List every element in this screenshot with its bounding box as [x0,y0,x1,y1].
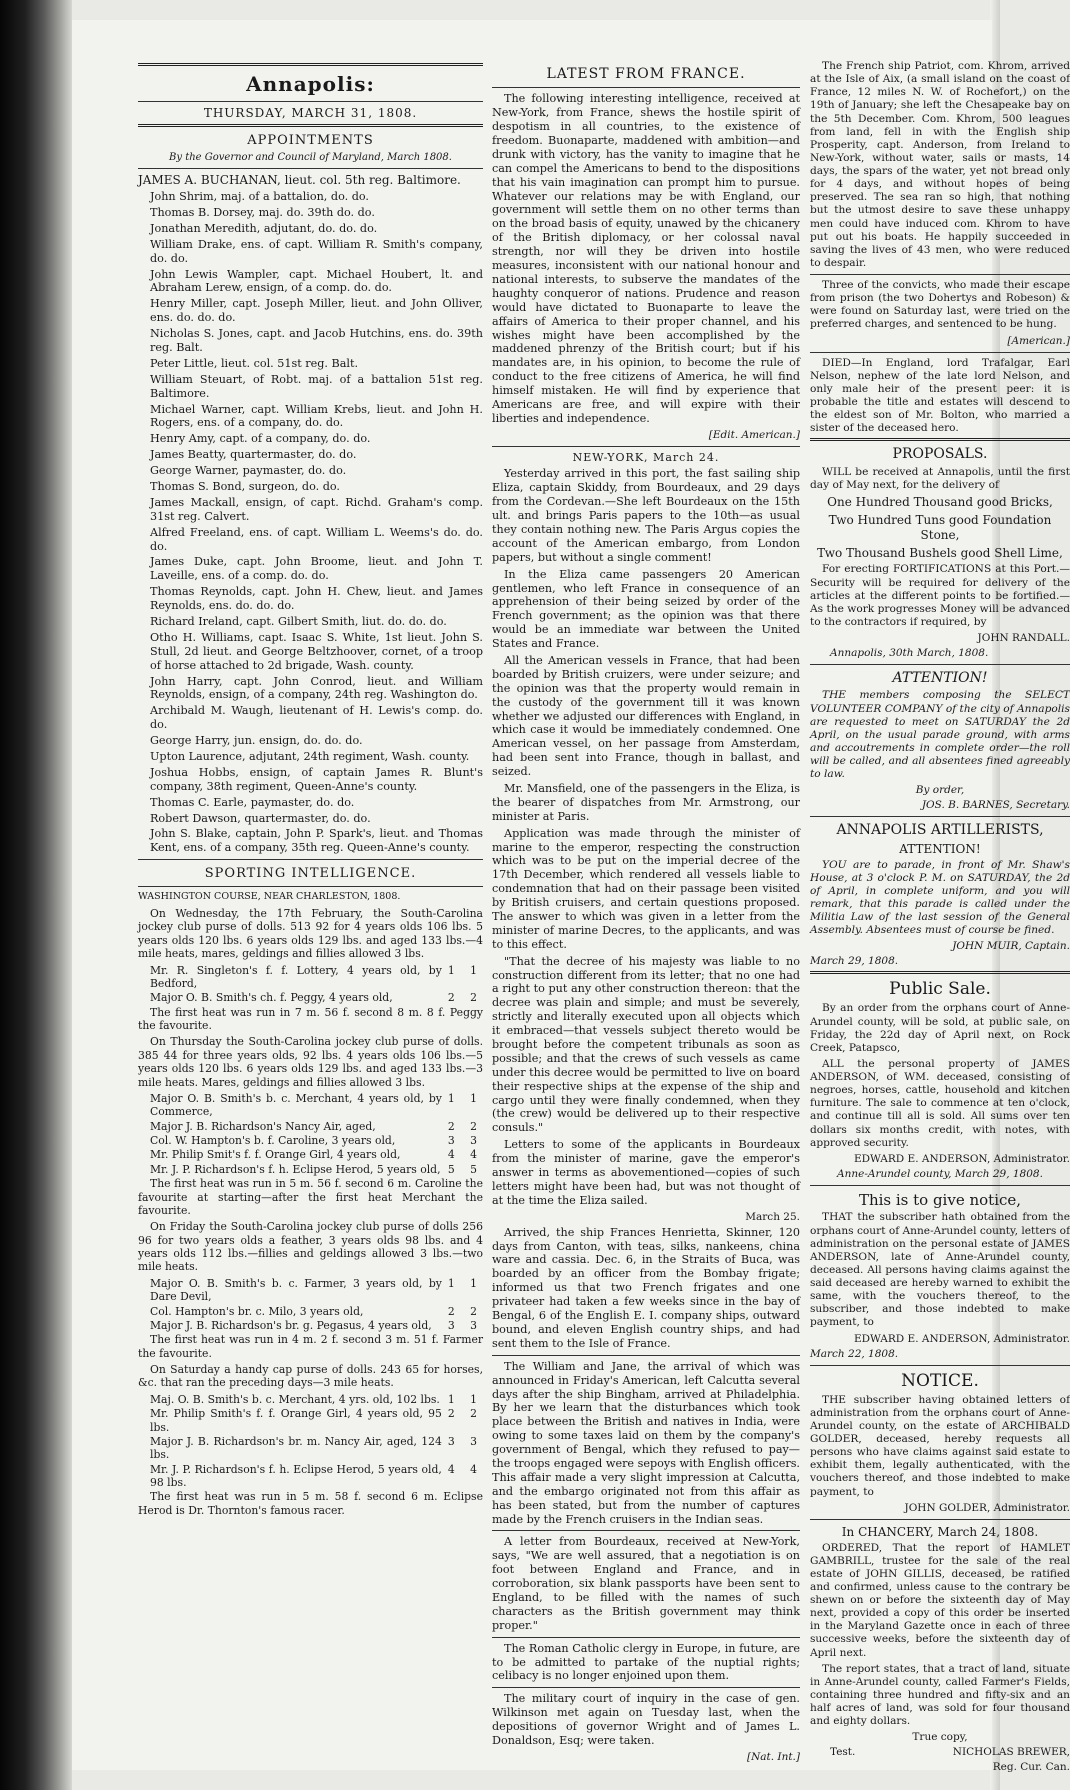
sporting-place: WASHINGTON COURSE, NEAR CHARLESTON, 1808. [138,891,401,903]
france-para-10: The William and Jane, the arrival of which was announced in Friday's American, left Calcutta several days after the ship Bingham, arrived at Philadelphia. By her we learn that the disturbances which took place between the British and natives in India, were owing to some taxes laid on them by the company's government of Bengal, which they refused to pay—the troops engaged were sepoys with English officers. This affair made a very slight impression at Calcutta, and the embargo originated not from this affair as has been stated, but from the number of captures made by the French cruisers in the Indian seas. [492,1359,800,1526]
proposals-line-3: Two Thousand Bushels good Shell Lime, [817,545,1063,560]
race-result-row [138,964,483,991]
race-para-3: On Friday the South-Carolina jockey club purse of dolls 256 96 for two years olds a feather, 3 years olds 98 lbs. and 4 years olds 112 lbs.—fillies and geldings allowed 3 lbs.—two mile heats. [138,1220,483,1274]
race-result-row [138,1277,483,1304]
sale-signature: EDWARD E. ANDERSON, Administrator. [853,1152,1070,1165]
public-sale-ad [810,979,1070,1180]
france-para-13: The military court of inquiry in the case of gen. Wilkinson met again on Tuesday last, when the depositions of governor Wright and of James L. Donaldson, Esq; were taken. [492,1692,800,1747]
race-para-1: On Wednesday, the 17th February, the South-Carolina jockey club purse of dolls. 513 92 for 4 years olds 106 lbs. 5 years olds 120 lbs. 6 years olds 129 lbs. and aged 133 lbs.—4 mile heats, mares, geldings and fillies allowed 3 lbs. [138,907,483,961]
chancery-test: Test. [830,1746,856,1759]
race-result-row [138,991,483,1004]
race-results [138,907,483,1517]
horse-entry: Col. W. Hampton's b. f. Caroline, 3 years old, [150,1134,396,1148]
right-rule-6 [810,971,1070,974]
race-2-results [138,1092,483,1176]
france-source-2: [Nat. Int.] [746,1750,800,1763]
race-note-3: The first heat was run in 4 m. 2 f. second 3 m. 51 f. Farmer the favourite. [138,1333,483,1360]
horse-entry: Mr. Philip Smith's f. f. Orange Girl, 4 years old, 95 lbs. [150,1407,442,1434]
chancery-title: In CHANCERY, March 24, 1808. [841,1524,1039,1539]
france-para-4: All the American vessels in France, that had been boarded by British cruizers, were under seizure; and the opinion was that the property would remain in the custody of the government till it was known whether we adjusted our differences with England, in which case it would be immediately condemned. One American vessel, on her passage from Amsterdam, had been sent into France, though in ballast, and seized. [492,653,800,779]
horse-entry: Major O. B. Smith's ch. f. Peggy, 4 years old, [150,991,393,1005]
appointment-item: Thomas C. Earle, paymaster, do. do. [150,795,355,809]
attention-title: ATTENTION! [892,670,988,687]
france-para-8: Letters to some of the applicants in Bourdeaux from the minister of marine, gave the emperor's answer in terms as abovementioned—copies of such letters might have been had, but was not thought of at the time the Eliza sailed. [492,1138,800,1207]
heat-placings: 5 5 [447,1162,483,1176]
chancery-signature-line [810,1746,1070,1759]
heat-placings: 1 1 [447,1276,483,1290]
proposals-date: Annapolis, 30th March, 1808. [830,647,989,660]
sale-intro: By an order from the orphans court of Anne-Arundel county, will be sold, at public sale, on Friday, the 22d day of April next, on Rock Creek, Patapsco, [810,1002,1070,1054]
chancery-body-2: The report states, that a tract of land, situate in Anne-Arundel county, called Farmer's Fields, containing three hundred and fifty-six and an half acres of land, was sold for four thousand and eighty dollars. [810,1662,1070,1728]
masthead: Annapolis: [246,72,375,96]
appointment-item: Richard Ireland, capt. Gilbert Smith, liut. do. do. do. [150,614,447,628]
heat-placings: 2 2 [447,991,483,1005]
sale-title: Public Sale. [889,979,991,1000]
appointment-item: William Drake, ens. of capt. William R. Smith's company, do. do. [150,237,483,265]
race-4-results [138,1393,483,1490]
column-right [810,60,1070,1776]
died-para: DIED—In England, lord Trafalgar, Earl Nelson, nephew of the late lord Nelson, and only male heir of the present peer: it is probable the title and estates will descend to the eldest son of Mr. Bolton, who married a sister of the deceased hero. [810,356,1070,435]
heat-placings: 1 1 [447,1091,483,1105]
artillery-ad [810,822,1070,968]
heat-placings: 2 2 [447,1304,483,1318]
artillery-subtitle: ATTENTION! [899,841,981,856]
column-middle [492,60,800,1766]
appointment-item: Otho H. Williams, capt. Isaac S. White, 1st lieut. John S. Stull, 2d lieut. and George Beltzhoover, cornet, of a troop of horse attached to 2d brigade, Wash. county. [150,630,483,672]
race-note-1: The first heat was run in 7 m. 56 f. second 8 m. 8 f. Peggy the favourite. [138,1005,483,1033]
appointment-item: Henry Amy, capt. of a company, do. do. [150,432,371,446]
horse-entry: Col. Hampton's br. c. Milo, 3 years old, [150,1304,364,1318]
appointment-item: Thomas S. Bond, surgeon, do. do. [150,479,340,493]
appointment-item: Upton Laurence, adjutant, 24th regiment, Wash. county. [150,750,470,763]
france-source-1: [Edit. American.] [708,428,800,441]
proposals-body: For erecting FORTIFICATIONS at this Port.—Security will be required for delivery of the articles at the different points to be fortified.—As the work progresses Money will be advanced to the contractors if required, by [810,563,1070,628]
appointment-item: John Lewis Wampler, capt. Michael Houbert, lt. and Abraham Lerew, ensign, of a comp. do. do. [150,267,483,295]
race-para-2: On Thursday the South-Carolina jockey club purse of dolls. 385 44 for three years olds, 92 lbs. 4 years olds 106 lbs.—5 years olds 120 lbs. 6 years olds 129 lbs. and aged 133 lbs.—3 mile heats. Mares, geldings and fillies allowed 3 lbs. [138,1035,483,1089]
proposals-line-1: One Hundred Thousand good Bricks, [827,494,1053,509]
france-rule-5 [492,1637,800,1638]
horse-entry: Mr. Philip Smit's f. f. Orange Girl, 4 years old, [150,1148,401,1162]
appointment-item: James Duke, capt. John Broome, lieut. and John T. Laveille, ens. of a comp. do. do. [150,555,483,583]
right-rule-8 [810,1365,1070,1366]
race-result-row [138,1463,483,1490]
race-3-results [138,1277,483,1333]
proposals-intro: WILL be received at Annapolis, until the first day of May next, for the delivery of [810,465,1070,491]
chancery-signature: NICHOLAS BREWER, [952,1746,1070,1759]
heat-placings: 2 2 [447,1119,483,1133]
france-rule-4 [492,1530,800,1531]
france-para-3: In the Eliza came passengers 20 American gentlemen, who left France in consequence of an apprehension of their being seized by order of the French government; as the opinion was that there would be an immediate war between the United States and France. [492,567,800,651]
horse-entry: Major J. B. Richardson's br. m. Nancy Air, aged, 124 lbs. [150,1434,442,1462]
appointment-item: Jonathan Meredith, adjutant, do. do. do. [150,221,378,235]
heat-placings: 2 2 [447,1407,483,1421]
horse-entry: Maj. O. B. Smith's b. c. Merchant, 4 yrs. old, 102 lbs. [150,1392,440,1406]
book-binding-shadow [0,0,72,1790]
race-note-2: The first heat was run in 5 m. 56 f. second 6 m. Caroline the favourite at starting—after the first heat Merchant the favourite. [138,1177,483,1217]
notice-1-date: March 22, 1808. [810,1347,899,1360]
sporting-rule-2 [138,886,483,887]
notice-2-body: THE subscriber having obtained letters of administration from the orphans court of Anne-Arundel county, on the estate of ARCHIBALD GOLDER, deceased, hereby requests all persons who have claims against said estate to exhibit them, legally authenticated, with the vouchers thereof, and those indebted to make payment, to [810,1393,1070,1498]
race-result-row [138,1163,483,1176]
france-rule-6 [492,1687,800,1688]
france-para-11: A letter from Bourdeaux, received at New-York, says, "We are well assured, that a negotiation is on foot between England and France, and in corroboration, six blank passports have been sent to England, to be filled with the names of such characters as the British government may think proper." [492,1535,800,1632]
heat-placings: 4 4 [447,1148,483,1162]
ny-dateline: NEW-YORK, March 24. [572,450,720,464]
france-para-1: The following interesting intelligence, received at New-York, from France, shews the hostile spirit of despotism in all countries, to the existence of freedom. Buonaparte, maddened with ambition—and drunk with victory, has the vanity to imagine that he can compel the Americans to bend to the dispositions that his vain imagination can prompt him to pursue. Whatever our relations may be with England, our government will settle them on no other terms than on the broad basis of equity, unawed by the chicanery of the British diplomacy, or her colossal naval strength, nor will they be driven into hostile measures, inconsistent with our national honour and national interests, to subserve the mandates of the haughty conqueror of nations. Prudence and reason would have dictated to Buonaparte to leave the affairs of America to their proper channel, and his wishes might have been accomplished by the maddened phrenzy of the British court; but if his mandates are, in his opinion, to become the rule of conduct to the free citizens of America, he will find himself mistaken. He will find by experience that Americans are free, and will expire with their liberties and independence. [492,92,800,425]
race-result-row [138,1092,483,1119]
france-para-7: "That the decree of his majesty was liable to no construction different from its letter; that no one had a right to put any other construction thereon: that the decree was plain and simple; and must be severely, strictly and literally executed upon all objects which it embraced—that vessels subject thereto would be brought before the competent tribunals as soon as possible; and that the crews of such vessels as came under this decree would be permitted to live on board their respective ships at the expense of the ship and cargo until they were finally condemned, when they (the crew) would be delivered up to their respective consuls." [492,954,800,1135]
notice-1-title: This is to give notice, [858,1190,1022,1209]
horse-entry: Mr. R. Singleton's f. f. Lottery, 4 years old, by Bedford, [150,963,442,990]
chancery-ad [810,1525,1070,1775]
race-result-row [138,1435,483,1462]
heat-placings: 3 3 [447,1434,483,1448]
top-rule [138,63,483,66]
sale-date: Anne-Arundel county, March 29, 1808. [837,1167,1043,1180]
appointments-rule [138,168,483,169]
march-25-dateline: March 25. [745,1210,800,1223]
appointment-item: Alfred Freeland, ens. of capt. William L. Weems's do. do. do. [150,525,483,553]
horse-entry: Major O. B. Smith's b. c. Farmer, 3 years old, by Dare Devil, [150,1276,442,1304]
right-rule-5 [810,816,1070,817]
appointment-item: Robert Dawson, quartermaster, do. do. [150,811,371,825]
heat-placings: 3 3 [447,1318,483,1332]
notice-1-signature: EDWARD E. ANDERSON, Administrator. [853,1332,1070,1345]
right-rule-2 [810,352,1070,353]
newspaper-sheet [72,20,1070,1774]
right-rule-7 [810,1185,1070,1186]
race-result-row [138,1134,483,1147]
appointments-subline: By the Governor and Council of Maryland, March 1808. [169,151,452,163]
notice-1-body: THAT the subscriber hath obtained from the orphans court of Anne-Arundel county, letters of administration on the personal estate of JAMES ANDERSON, late of Anne-Arundel county, deceased. All persons having claims against the said deceased are hereby warned to exhibit the same, with the vouchers thereof, to the subscriber, and those indebted to make payment, to [810,1211,1070,1329]
chancery-register: Reg. Cur. Can. [992,1761,1070,1774]
sporting-rule [138,859,483,860]
france-rule-2 [492,446,800,447]
race-result-row [138,1305,483,1318]
appointment-item: John Shrim, maj. of a battalion, do. do. [150,190,369,204]
race-result-row [138,1148,483,1161]
appointments-heading: APPOINTMENTS [247,132,374,148]
artillery-body: YOU are to parade, in front of Mr. Shaw's House, at 3 o'clock P. M. on SATURDAY, the 2d of April, in complete uniform, and you will remark, that this parade is called under the Militia Law of the last session of the General Assembly. Absentees must of course be fined. [810,858,1070,937]
appointment-item: Henry Miller, capt. Joseph Miller, lieut. and John Olliver, ens. do. do. do. [150,297,483,325]
proposals-signature: JOHN RANDALL. [977,632,1070,644]
race-para-4: On Saturday a handy cap purse of dolls. 243 65 for horses, &c. that ran the preceding days—3 mile heats. [138,1363,483,1390]
france-para-5: Mr. Mansfield, one of the passengers in the Eliza, is the bearer of dispatches from Mr. Armstrong, our minister at Paris. [492,781,800,823]
dateline: THURSDAY, MARCH 31, 1808. [203,105,418,120]
heat-placings: 1 1 [447,1392,483,1406]
appointment-item: Peter Little, lieut. col. 51st reg. Balt. [150,356,359,370]
appointment-item: John Harry, capt. John Conrod, lieut. and William Reynolds, ensign, of a company, 24th reg. Washington do. [150,674,483,702]
appointment-item: Michael Warner, capt. William Krebs, lieut. and John H. Rogers, ens. of a company, do. do. [150,402,483,430]
appointment-item: Thomas B. Dorsey, maj. do. 39th do. do. [150,205,375,219]
france-para-6: Application was made through the minister of marine to the emperor, respecting the construction which was to be put on the imperial decree of the 17th December, which rendered all vessels liable to condemnation that had on their passage been visited by British cruisers, and certain questions proposed. The answer to which was given in a letter from the minister of marine Decres, to the applicants, and was to this effect. [492,826,800,951]
attention-body: THE members composing the SELECT VOLUNTEER COMPANY of the city of Annapolis are requested to meet on SATURDAY the 2d April, on the usual parade ground, with arms and accoutrements in complete order—the roll will be called, and all absentees fined agreeably to law. [810,689,1070,781]
artillery-title: ANNAPOLIS ARTILLERISTS, [836,822,1044,839]
appointment-item: JAMES A. BUCHANAN, lieut. col. 5th reg. Baltimore. [138,173,461,188]
france-rule [492,87,800,88]
race-1-results [138,964,483,1005]
horse-entry: Mr. J. P. Richardson's f. h. Eclipse Herod, 5 years old, 98 lbs. [150,1462,442,1490]
attention-order: By order, [915,784,965,797]
france-rule-3 [492,1355,800,1356]
artillery-signature: JOHN MUIR, Captain. [952,940,1070,953]
appointment-item: Archibald M. Waugh, lieutenant of H. Lewis's comp. do. do. [150,704,483,732]
column-left [138,60,483,1520]
horse-entry: Major O. B. Smith's b. c. Merchant, 4 years old, by Commerce, [150,1091,442,1119]
appointment-item: William Steuart, of Robt. maj. of a battalion 51st reg. Baltimore. [150,372,483,400]
heat-placings: 1 1 [447,963,483,977]
dateline-rule [138,124,483,127]
appointment-item: George Warner, paymaster, do. do. [150,464,347,478]
right-rule-1 [810,274,1070,275]
proposals-ad [810,446,1070,660]
appointment-item: James Beatty, quartermaster, do. do. [150,448,357,462]
notice-golder-ad [810,1371,1070,1515]
patriot-para: The French ship Patriot, com. Khrom, arrived at the Isle of Aix, (a small island on the coast of France, 12 miles N. W. of Rochefort,) on the 19th of January; she left the Chesapeake bay on the 5th December. Com. Khrom, 500 leagues from land, fell in with the English ship Prosperity, capt. Anderson, from Ireland to New-York, without water, sails or masts, 14 days, the spars of the water, yet not bread only for 4 days, and without hopes of being preserved. The sea ran so high, that nothing but the utmost desire to save these unhappy men could have induced com. Khrom to have put out his boats. He happily succeeded in saving the lives of 43 men, who were reduced to despair. [810,60,1070,269]
appointment-item: James Mackall, ensign, of capt. Richd. Graham's comp. 31st reg. Calvert. [150,495,483,523]
proposals-title: PROPOSALS. [892,446,988,463]
france-para-2: Yesterday arrived in this port, the fast sailing ship Eliza, captain Skiddy, from Bourdeaux, and 29 days from the Cordevan.—She left Bourdeaux on the 15th ult. and brings Paris papers to the 10th—as usual they contain nothing new. The Paris Argus copies the account of the American embargo, from London papers, but without a single comment! [492,467,800,564]
attention-ad [810,670,1070,812]
race-note-4: The first heat was run in 5 m. 58 f. second 6 m. Eclipse Herod is Dr. Thornton's famous racer. [138,1490,483,1517]
horse-entry: Mr. J. P. Richardson's f. h. Eclipse Herod, 5 years old, [150,1162,441,1176]
notice-2-title: NOTICE. [901,1370,979,1391]
appointment-item: Joshua Hobbs, ensign, of captain James R. Blunt's company, 38th regiment, Queen-Anne's county. [150,765,483,793]
artillery-date: March 29, 1808. [810,955,899,968]
race-result-row [138,1407,483,1434]
sporting-heading: SPORTING INTELLIGENCE. [204,866,417,882]
right-rule-3 [810,438,1070,441]
race-result-row [138,1393,483,1406]
heat-placings: 3 3 [447,1134,483,1148]
france-heading: LATEST FROM FRANCE. [546,66,746,82]
france-para-12: The Roman Catholic clergy in Europe, in future, are to be admitted to partake of the nuptial rights; celibacy is no longer enjoined upon them. [492,1641,800,1683]
appointment-item: John S. Blake, captain, John P. Spark's, lieut. and Thomas Kent, ens. of a company, 35th reg. Queen-Anne's county. [150,827,483,855]
masthead-rule [138,101,483,102]
appointment-item: Nicholas S. Jones, capt. and Jacob Hutchins, ens. do. 39th reg. Balt. [150,327,483,354]
notice-2-signature: JOHN GOLDER, Administrator. [904,1501,1070,1514]
appointment-item: George Harry, jun. ensign, do. do. do. [150,734,363,748]
horse-entry: Major J. B. Richardson's br. g. Pegasus, 4 years old, [150,1318,432,1332]
appointments-list [138,173,483,855]
race-result-row [138,1120,483,1133]
chancery-body: ORDERED, That the report of HAMLET GAMBRILL, trustee for the sale of the real estate of JOHN GILLIS, deceased, be ratified and confirmed, unless cause to the contrary be shewn on or before the sixteenth day of May next, provided a copy of this order be inserted in the Maryland Gazette once in each of three successive weeks, before the sixteenth day of April next. [810,1541,1070,1659]
right-rule-9 [810,1519,1070,1520]
appointment-item: Thomas Reynolds, capt. John H. Chew, lieut. and James Reynolds, ens. do. do. do. [150,585,483,613]
france-para-9: Arrived, the ship Frances Henrietta, Skinner, 120 days from Canton, with teas, silks, nankeens, china ware and cassia. Dec. 6, in the Straits of Buca, was boarded by an officer from the Bombay frigate; informed us that two French frigates and one privateer had taken a few weeks since in the bay of Bengal, 6 of the English E. I. company ships, outward bound, and eleven English country ships, and had sent them to the Isle of France. [492,1225,800,1350]
convicts-para: Three of the convicts, who made their escape from prison (the two Dohertys and Robeson) & were found on Saturday last, were tried on the preferred charges, and sentenced to be hung. [810,279,1070,331]
attention-signature: JOS. B. BARNES, Secretary. [921,799,1070,812]
chancery-copy: True copy, [912,1731,968,1744]
proposals-line-2: Two Hundred Tuns good Foundation Stone, [828,512,1052,542]
notice-administration-ad [810,1191,1070,1361]
heat-placings: 4 4 [447,1462,483,1476]
sale-body: ALL the personal property of JAMES ANDERSON, of WM. deceased, consisting of negroes, horses, cattle, household and kitchen furniture. The sale to commence at ten o'clock, and continue till all is sold. All sums over ten dollars six months credit, with notes, with approved security. [810,1057,1070,1149]
convicts-source: [American.] [1007,334,1070,347]
horse-entry: Major J. B. Richardson's Nancy Air, aged, [150,1119,376,1133]
right-rule-4 [810,664,1070,665]
race-result-row [138,1319,483,1332]
